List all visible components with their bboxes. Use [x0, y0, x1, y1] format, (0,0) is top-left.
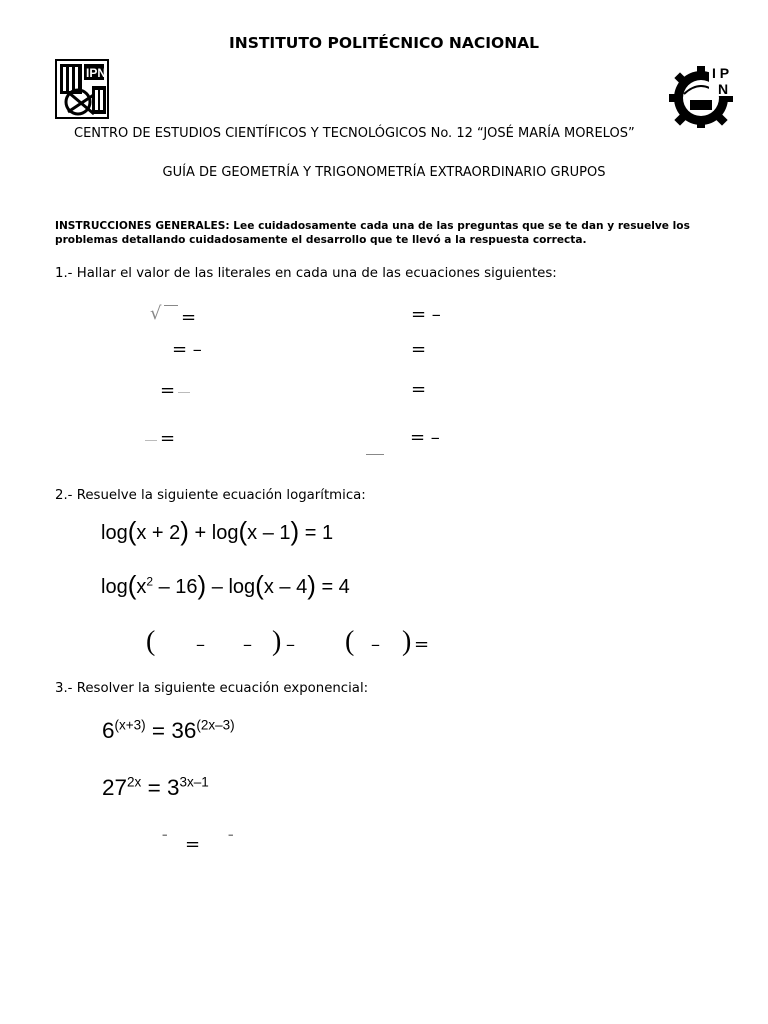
ipn-left-logo-text: IPN: [86, 66, 107, 80]
q3-equation-3: [0, 828, 768, 858]
q2-eq1-rhs: = 1: [304, 522, 334, 544]
q3-eq2-equals: =: [147, 775, 161, 800]
q1-fragment-h-underline: [366, 454, 384, 455]
q2-eq2-log2: log: [228, 576, 256, 598]
q2-eq3-paren-open-1: (: [146, 626, 156, 657]
q1-fragment-sqrt-bar: [164, 305, 178, 306]
q3-eq2-exp2: 3x–1: [179, 774, 209, 790]
q2-equation-1: log(x + 2) + log(x – 1) = 1: [101, 516, 334, 546]
q3-eq1-exp1: (x+3): [114, 717, 146, 733]
q3-eq1-base2: 36: [171, 718, 197, 743]
institution-title: INSTITUTO POLITÉCNICO NACIONAL: [228, 34, 540, 52]
q2-eq1-log1: log: [101, 522, 128, 544]
ipn-right-logo-text: I P: [712, 65, 730, 81]
q1-fragment-e: =: [160, 380, 176, 401]
q3-eq1-equals: =: [151, 718, 166, 743]
q1-fragment-c: = –: [172, 339, 202, 360]
q1-fragment-b: = –: [411, 304, 441, 325]
svg-text:N: N: [718, 81, 729, 97]
instructions-label: INSTRUCCIONES GENERALES:: [55, 220, 230, 232]
q3-eq1-base1: 6: [102, 718, 115, 743]
q2-eq3-paren-close-2: ): [402, 626, 412, 657]
q3-eq2-base1: 27: [102, 775, 128, 800]
q3-eq3-equals: =: [185, 834, 201, 855]
q2-eq2-rhs: = 4: [321, 576, 350, 598]
guide-title: GUÍA DE GEOMETRÍA Y TRIGONOMETRÍA EXTRAORDINARIO GRUPOS: [162, 165, 606, 180]
q3-equation-2: [102, 775, 209, 801]
q2-equation-3: [0, 626, 768, 666]
q2-eq2-base: x: [136, 576, 147, 598]
q2-eq1-arg1: x + 2: [136, 522, 181, 544]
q2-eq2-arg2: x – 4: [263, 576, 308, 598]
instructions-text: Lee cuidadosamente cada una de las preguntas que se te dan y resuelve los problemas detallando cuidadosamente el desarrollo que te llevó a la respuesta correcta.: [55, 220, 690, 246]
q3-equation-1: [102, 718, 235, 744]
q2-eq2-exponent: 2: [146, 574, 154, 589]
q2-eq3-minus-2: –: [243, 634, 252, 655]
q3-eq2-exp1: 2x: [127, 774, 142, 790]
q2-eq2-log1: log: [101, 576, 128, 598]
q2-equation-2: $\log(x^2 - 16) - \log(x - 4) = 4$: [101, 570, 350, 600]
q1-fragment-e-dash: [178, 392, 190, 393]
q2-eq1-log2: log: [211, 522, 239, 544]
q1-fragment-d: =: [411, 339, 427, 360]
q1-fragment-g: =: [160, 428, 176, 449]
q1-fragment-g-dash: [145, 440, 157, 441]
question-3-heading: 3.- Resolver la siguiente ecuación exponencial:: [55, 681, 369, 696]
question-1-heading: 1.- Hallar el valor de las literales en cada una de las ecuaciones siguientes:: [55, 266, 557, 281]
q2-eq3-paren-open-2: (: [345, 626, 355, 657]
q1-fragment-sqrt: √: [150, 303, 162, 324]
q2-eq3-minus-1: –: [196, 634, 205, 655]
q3-eq3-minus-2: –: [228, 828, 234, 841]
school-center-name: CENTRO DE ESTUDIOS CIENTÍFICOS Y TECNOLÓGICOS No. 12 “JOSÉ MARÍA MORELOS”: [74, 126, 635, 141]
general-instructions: [55, 220, 725, 247]
ipn-left-logo: [54, 56, 112, 122]
q2-eq3-minus-3: –: [286, 634, 295, 655]
q3-eq3-minus-1: –: [162, 828, 168, 841]
ipn-right-gear-logo: [666, 60, 736, 130]
q1-fragment-f: =: [411, 379, 427, 400]
q1-fragment-h: = –: [410, 427, 440, 448]
q2-eq1-arg2: x – 1: [247, 522, 291, 544]
question-2-heading: 2.- Resuelve la siguiente ecuación logarítmica:: [55, 488, 366, 503]
q2-eq3-paren-close-1: ): [272, 626, 282, 657]
q2-eq1-plus: +: [194, 522, 207, 544]
q2-eq3-minus-4: –: [371, 634, 380, 655]
q2-eq2-minus: –: [211, 576, 223, 598]
q1-fragment-a-equals: =: [181, 307, 197, 328]
q2-eq3-equals: =: [414, 634, 430, 655]
q3-eq1-exp2: (2x–3): [196, 717, 235, 733]
q3-eq2-base2: 3: [166, 775, 180, 800]
q2-eq2-rest: – 16: [153, 576, 198, 598]
